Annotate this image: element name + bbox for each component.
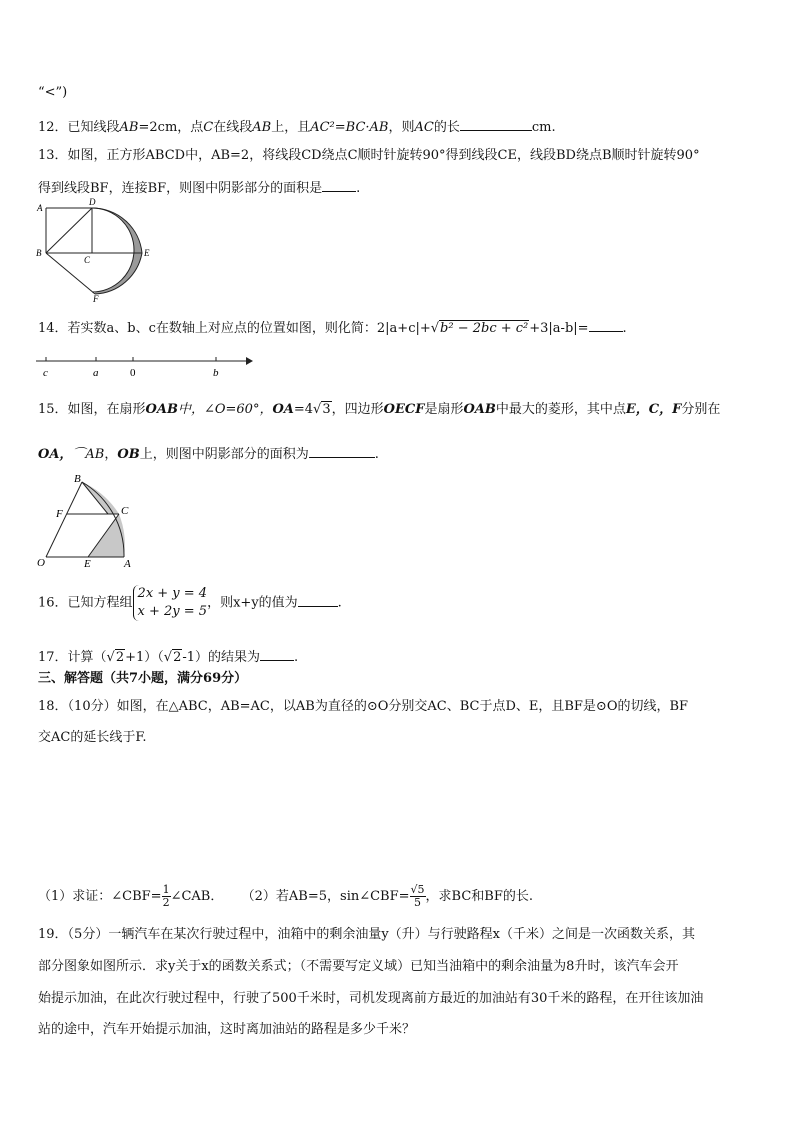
q19-line1: 19．（5分）一辆汽车在某次行驶过程中，油箱中的剩余油量y（升）与行驶路程x（千米）之间是一次函数关系，其 <box>38 927 695 942</box>
q15-label-b: B <box>74 473 81 485</box>
q18-part1b: ∠CAB． <box>170 889 224 904</box>
q18-half-den: 2 <box>162 896 170 909</box>
q12-mid3: ，则 <box>388 120 415 135</box>
q19-line3: 始提示加油，在此次行驶过程中，行驶了500千米时，司机发现离前方最近的加油站有30千米的路程，在开往该加油 <box>38 991 704 1006</box>
q17-sqrt1: √2 <box>106 650 125 665</box>
q18-part2b: ，求BC和BF的长. <box>425 889 533 904</box>
q16-eq2: x + 2y = 5 <box>137 604 208 619</box>
q18-half <box>162 884 171 909</box>
q18-line2: 交AC的延长线于F. <box>38 730 147 745</box>
q15-oa: OA <box>272 402 294 417</box>
q14-tail: . <box>622 321 627 336</box>
q15-sqrt3: √3 <box>313 402 331 417</box>
q14-label-zero: 0 <box>130 367 136 379</box>
q12-ab2: AB <box>252 120 272 135</box>
question-12 <box>38 116 556 137</box>
q15-l1b: 中，∠O=60°， <box>177 402 273 417</box>
q15-tail: . <box>374 447 379 462</box>
q15-oecf: OECF <box>383 402 425 417</box>
q18-part1a: （1）求证：∠CBF= <box>38 889 162 904</box>
q14-number-line <box>34 352 254 382</box>
q17-text: 17．计算（ <box>38 650 107 665</box>
q18-line1: 18．（10分）如图，在△ABC，AB=AC，以AB为直径的⊙O分别交AC、BC于点D、E，且BF是⊙O的切线，BF <box>38 699 689 714</box>
q13-label-b: B <box>36 248 42 258</box>
q17-mid: +1）（ <box>125 650 164 665</box>
q13-line2 <box>38 177 360 198</box>
q15-l1g: 分别在 <box>681 402 721 417</box>
q15-sqrt3-radicand: 3 <box>322 402 331 417</box>
q12-unit: cm. <box>531 120 556 135</box>
q13-figure <box>34 198 154 304</box>
q15-label-e: E <box>84 558 91 570</box>
q14-answer-blank[interactable] <box>589 317 623 332</box>
q15-label-c: C <box>121 505 129 517</box>
q19-line4: 站的途中，汽车开始提示加油，这时离加油站的路程是多少千米？ <box>38 1022 416 1037</box>
q18-frac-num: √5 <box>410 883 425 896</box>
q13-label-c: C <box>84 255 91 265</box>
q15-l1a: 15．如图，在扇形 <box>38 402 146 417</box>
q15-arc-ab: ⌒AB <box>72 447 105 462</box>
q12-prefix: 12．已知线段 <box>38 120 120 135</box>
q11-tail: “<”) <box>38 85 68 100</box>
q12-mid2: 上，且 <box>271 120 311 135</box>
q12-eq1: =2cm，点 <box>138 120 204 135</box>
q15-side-ob <box>46 482 82 557</box>
q15-line2 <box>38 443 379 464</box>
question-17 <box>38 646 298 667</box>
q17-r1: 2 <box>115 650 125 665</box>
q14-radicand: b² − 2bc + c² <box>440 321 529 336</box>
q14-label-b: b <box>213 367 219 379</box>
q16-eq1: 2x + y = 4 <box>137 586 208 601</box>
question-14 <box>38 317 627 338</box>
q13-label-f: F <box>93 294 99 304</box>
q13-diag-bd <box>46 208 92 253</box>
q13-label-d: D <box>89 198 96 207</box>
q15-l1d: ，四边形 <box>331 402 384 417</box>
q14-sqrt: √b² − 2bc + c² <box>430 321 529 336</box>
q13-line2-text: 得到线段BF，连接BF，则图中阴影部分的面积是 <box>38 181 323 196</box>
q15-l1c: =4 <box>293 402 314 417</box>
q17-sqrt2: √2 <box>163 650 182 665</box>
q16-suffix: ，则x+y的值为 <box>207 595 298 611</box>
q15-line1 <box>38 401 720 419</box>
q15-oab2: OAB <box>463 402 496 417</box>
q15-label-o: O <box>37 557 45 569</box>
q16-tail: . <box>337 595 342 611</box>
q17-tail: . <box>294 650 299 665</box>
q12-mid: 在线段 <box>213 120 253 135</box>
q12-c: C <box>203 120 214 135</box>
q14-text: 14．若实数a、b、c在数轴上对应点的位置如图，则化简：2|a+c|+ <box>38 321 431 336</box>
q15-figure <box>34 472 138 570</box>
q15-answer-blank[interactable] <box>309 443 375 458</box>
q17-r2: 2 <box>173 650 182 665</box>
q14-label-c: c <box>43 367 48 379</box>
q18-half-num: 1 <box>162 883 170 896</box>
q12-cond: AC²=BC·AB <box>310 120 389 135</box>
q15-oab: OAB <box>145 402 178 417</box>
section-3-heading: 三、解答题（共7小题，满分69分） <box>38 671 248 686</box>
q17-answer-blank[interactable] <box>260 646 294 661</box>
q15-l2b: ， <box>104 447 118 462</box>
q16-system <box>133 585 208 621</box>
q12-answer-blank[interactable] <box>460 116 532 131</box>
q12-tail: 的长 <box>433 120 460 135</box>
q15-l2c: 上，则图中阴影部分的面积为 <box>139 447 309 462</box>
q14-label-a: a <box>93 367 99 379</box>
q18-frac-den: 5 <box>414 896 422 909</box>
q15-shaded-bottom <box>88 514 125 557</box>
q15-efpts: E，C，F <box>625 402 682 417</box>
q12-ab: AB <box>119 120 139 135</box>
q18-part2a: （2）若AB=5，sin∠CBF= <box>241 889 410 904</box>
q13-answer-blank[interactable] <box>322 177 356 192</box>
q18-parts <box>38 884 533 909</box>
q14-text2: +3|a-b|= <box>529 321 589 336</box>
q16-prefix: 16．已知方程组 <box>38 595 133 611</box>
q13-label-a: A <box>37 203 43 213</box>
q15-label-f: F <box>56 508 63 520</box>
q15-ob: OB <box>117 447 140 462</box>
q15-shaded-top <box>82 482 119 514</box>
q18-frac <box>410 884 426 909</box>
q15-l2a: OA， <box>38 447 73 462</box>
q13-tail: . <box>356 181 361 196</box>
q12-ac: AC <box>414 120 434 135</box>
question-16 <box>38 585 342 621</box>
q14-axis-arrow <box>246 357 253 365</box>
q16-answer-blank[interactable] <box>298 592 338 607</box>
q17-mid2: -1）的结果为 <box>182 650 261 665</box>
q19-line2: 部分图象如图所示．求y关于x的函数关系式；（不需要写定义域）已知当油箱中的剩余油量为8升时，该汽车会开 <box>38 959 679 974</box>
q13-line1: 13．如图，正方形ABCD中，AB=2，将线段CD绕点C顺时针旋转90°得到线段CE，线段BD绕点B顺时针旋转90° <box>38 148 700 163</box>
q13-label-e: E <box>144 248 150 258</box>
q15-label-a: A <box>124 558 131 570</box>
q15-l1f: 中最大的菱形，其中点 <box>495 402 626 417</box>
q15-l1e: 是扇形 <box>424 402 464 417</box>
